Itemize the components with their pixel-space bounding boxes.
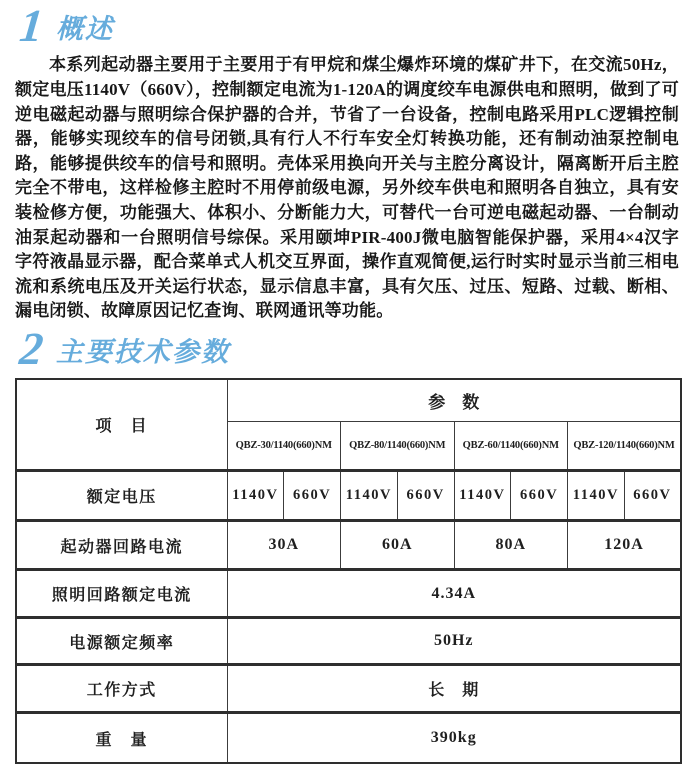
lighting-current-value: 4.34A (227, 570, 681, 618)
weight-value: 390kg (227, 713, 681, 764)
working-mode-value: 长 期 (227, 665, 681, 713)
frequency-value: 50Hz (227, 618, 681, 665)
current-cell: 60A (341, 521, 455, 570)
row-label: 照明回路额定电流 (16, 570, 227, 618)
row-label: 工作方式 (16, 665, 227, 713)
current-cell: 80A (454, 521, 568, 570)
row-label: 重 量 (16, 713, 227, 764)
spec-table (15, 378, 682, 764)
section1-heading (0, 0, 693, 51)
overview-paragraph: 本系列起动器主要用于主要用于有甲烷和煤尘爆炸环境的煤矿井下，在交流50Hz，额定电压1140V（660V），控制额定电流为1-120A的调度绞车电源供电和照明，做到了可逆电磁起动器与照明综合保护器的合并，节省了一台设备，控制电路采用PLC逻辑控制器，能够实现绞车的信号闭锁,具有行人不行车安全灯转换功能，还有制动油泵控制电路，能够提供绞车的信号和照明。壳体采用换向开关与主腔分离设计，隔离断开后主腔完全不带电，这样检修主腔时不用停前级电源，另外绞车供电和照明各自独立，具有安装检修方便，功能强大、体积小、分断能力大，可替代一台可逆电磁起动器、一台制动油泵起动器和一台照明信号综保。采用颐坤PIR-400J微电脑智能保护器，采用4×4汉字字符液晶显示器，配合菜单式人机交互界面，操作直观简便,运行时实时显示当前三相电流和系统电压及开关运行状态，显示信息丰富，具有欠压、过压、短路、过载、断相、漏电闭锁、故障原因记忆查询、联网通讯等功能。 (15, 55, 679, 321)
row-label: 电源额定频率 (16, 618, 227, 665)
table-row-starter-current (16, 521, 681, 570)
row-label: 起动器回路电流 (16, 521, 227, 570)
voltage-cell: 1140V (227, 471, 284, 521)
voltage-cell: 660V (624, 471, 681, 521)
voltage-cell: 660V (397, 471, 454, 521)
row-label: 额定电压 (16, 471, 227, 521)
table-row-frequency (16, 618, 681, 665)
section1-title: 概述 (56, 13, 114, 44)
section2-heading (0, 322, 693, 374)
model-cell: QBZ-60/1140(660)NM (454, 422, 568, 471)
model-cell: QBZ-120/1140(660)NM (568, 422, 682, 471)
section2-title: 主要技术参数 (56, 336, 230, 367)
voltage-cell: 1140V (454, 471, 511, 521)
model-cell: QBZ-30/1140(660)NM (227, 422, 341, 471)
param-header-cell: 参 数 (227, 379, 681, 422)
voltage-cell: 1140V (341, 471, 398, 521)
section1-number: 1 (17, 0, 46, 51)
table-row-header (16, 379, 681, 422)
current-cell: 30A (227, 521, 341, 570)
table-row-weight (16, 713, 681, 764)
section2-number: 2 (17, 322, 46, 374)
current-cell: 120A (568, 521, 682, 570)
voltage-cell: 1140V (568, 471, 625, 521)
item-header-cell: 项 目 (16, 379, 227, 471)
table-row-working-mode (16, 665, 681, 713)
voltage-cell: 660V (284, 471, 341, 521)
table-row-rated-voltage (16, 471, 681, 521)
model-cell: QBZ-80/1140(660)NM (341, 422, 455, 471)
voltage-cell: 660V (511, 471, 568, 521)
table-row-lighting-current (16, 570, 681, 618)
